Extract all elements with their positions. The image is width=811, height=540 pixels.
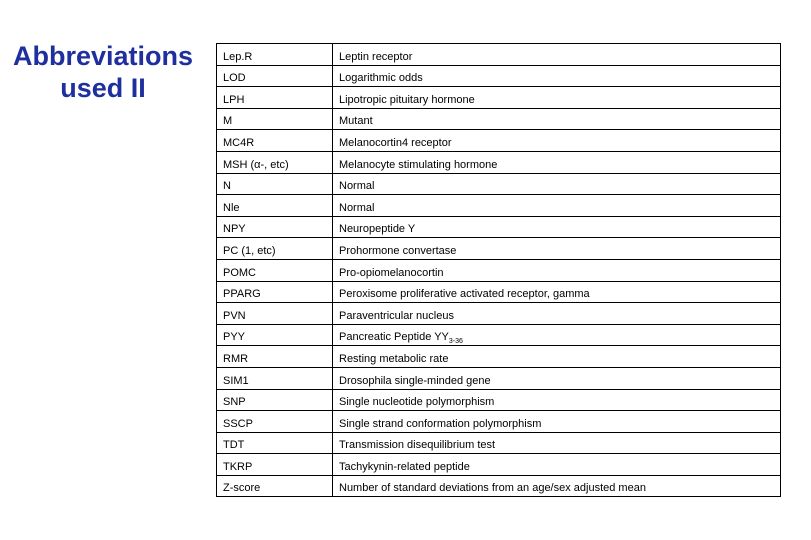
table-row (217, 151, 781, 173)
table-row (217, 475, 781, 497)
table-row (217, 367, 781, 389)
meaning-cell: Mutant (333, 108, 781, 130)
table-row (217, 238, 781, 260)
abbreviation-cell: Z-score (217, 475, 333, 497)
meaning-cell: Resting metabolic rate (333, 346, 781, 368)
table-row (217, 454, 781, 476)
table-row (217, 65, 781, 87)
abbreviation-cell: LOD (217, 65, 333, 87)
table-row (217, 87, 781, 109)
abbreviation-cell: NPY (217, 216, 333, 238)
abbreviation-cell: SIM1 (217, 367, 333, 389)
abbreviations-table (216, 43, 781, 497)
abbreviation-cell: MC4R (217, 130, 333, 152)
abbreviation-cell: SSCP (217, 411, 333, 433)
abbreviation-cell: TDT (217, 432, 333, 454)
meaning-cell: Number of standard deviations from an age/sex adjusted mean (333, 475, 781, 497)
meaning-subscript: 3-36 (448, 338, 463, 346)
meaning-cell (333, 324, 781, 346)
abbreviation-cell: Nle (217, 195, 333, 217)
abbreviations-table-body (217, 44, 781, 497)
meaning-cell: Normal (333, 173, 781, 195)
table-row (217, 324, 781, 346)
abbreviation-cell: TKRP (217, 454, 333, 476)
meaning-cell: Single nucleotide polymorphism (333, 389, 781, 411)
meaning-cell: Lipotropic pituitary hormone (333, 87, 781, 109)
abbreviation-cell: LPH (217, 87, 333, 109)
meaning-cell: Tachykynin-related peptide (333, 454, 781, 476)
table-row (217, 303, 781, 325)
abbreviation-cell: PYY (217, 324, 333, 346)
table-row (217, 281, 781, 303)
abbreviation-cell: M (217, 108, 333, 130)
table-row (217, 216, 781, 238)
abbreviation-cell: RMR (217, 346, 333, 368)
table-row (217, 108, 781, 130)
meaning-cell: Prohormone convertase (333, 238, 781, 260)
table-row (217, 195, 781, 217)
meaning-cell: Transmission disequilibrium test (333, 432, 781, 454)
abbreviation-cell: MSH (α-, etc) (217, 151, 333, 173)
table-row (217, 44, 781, 66)
page-title (4, 40, 202, 104)
meaning-text: Pancreatic Peptide YY (339, 331, 449, 344)
abbreviation-cell: PVN (217, 303, 333, 325)
abbreviation-cell: Lep.R (217, 44, 333, 66)
table-row (217, 346, 781, 368)
page-title-line-1: Abbreviations (12, 41, 194, 71)
meaning-cell: Drosophila single-minded gene (333, 367, 781, 389)
table-row (217, 389, 781, 411)
abbreviation-cell: SNP (217, 389, 333, 411)
meaning-cell: Normal (333, 195, 781, 217)
abbreviation-cell: POMC (217, 259, 333, 281)
table-row (217, 130, 781, 152)
meaning-cell: Melanocortin4 receptor (333, 130, 781, 152)
abbreviation-cell: PPARG (217, 281, 333, 303)
abbreviation-cell: N (217, 173, 333, 195)
meaning-cell: Single strand conformation polymorphism (333, 411, 781, 433)
meaning-cell: Pro-opiomelanocortin (333, 259, 781, 281)
meaning-cell: Leptin receptor (333, 44, 781, 66)
meaning-cell: Peroxisome proliferative activated receptor, gamma (333, 281, 781, 303)
table-row (217, 411, 781, 433)
meaning-cell: Logarithmic odds (333, 65, 781, 87)
meaning-cell: Melanocyte stimulating hormone (333, 151, 781, 173)
page-title-line-2: used II (60, 73, 146, 103)
abbreviation-cell: PC (1, etc) (217, 238, 333, 260)
table-row (217, 432, 781, 454)
table-row (217, 173, 781, 195)
table-row (217, 259, 781, 281)
meaning-cell: Neuropeptide Y (333, 216, 781, 238)
meaning-cell: Paraventricular nucleus (333, 303, 781, 325)
